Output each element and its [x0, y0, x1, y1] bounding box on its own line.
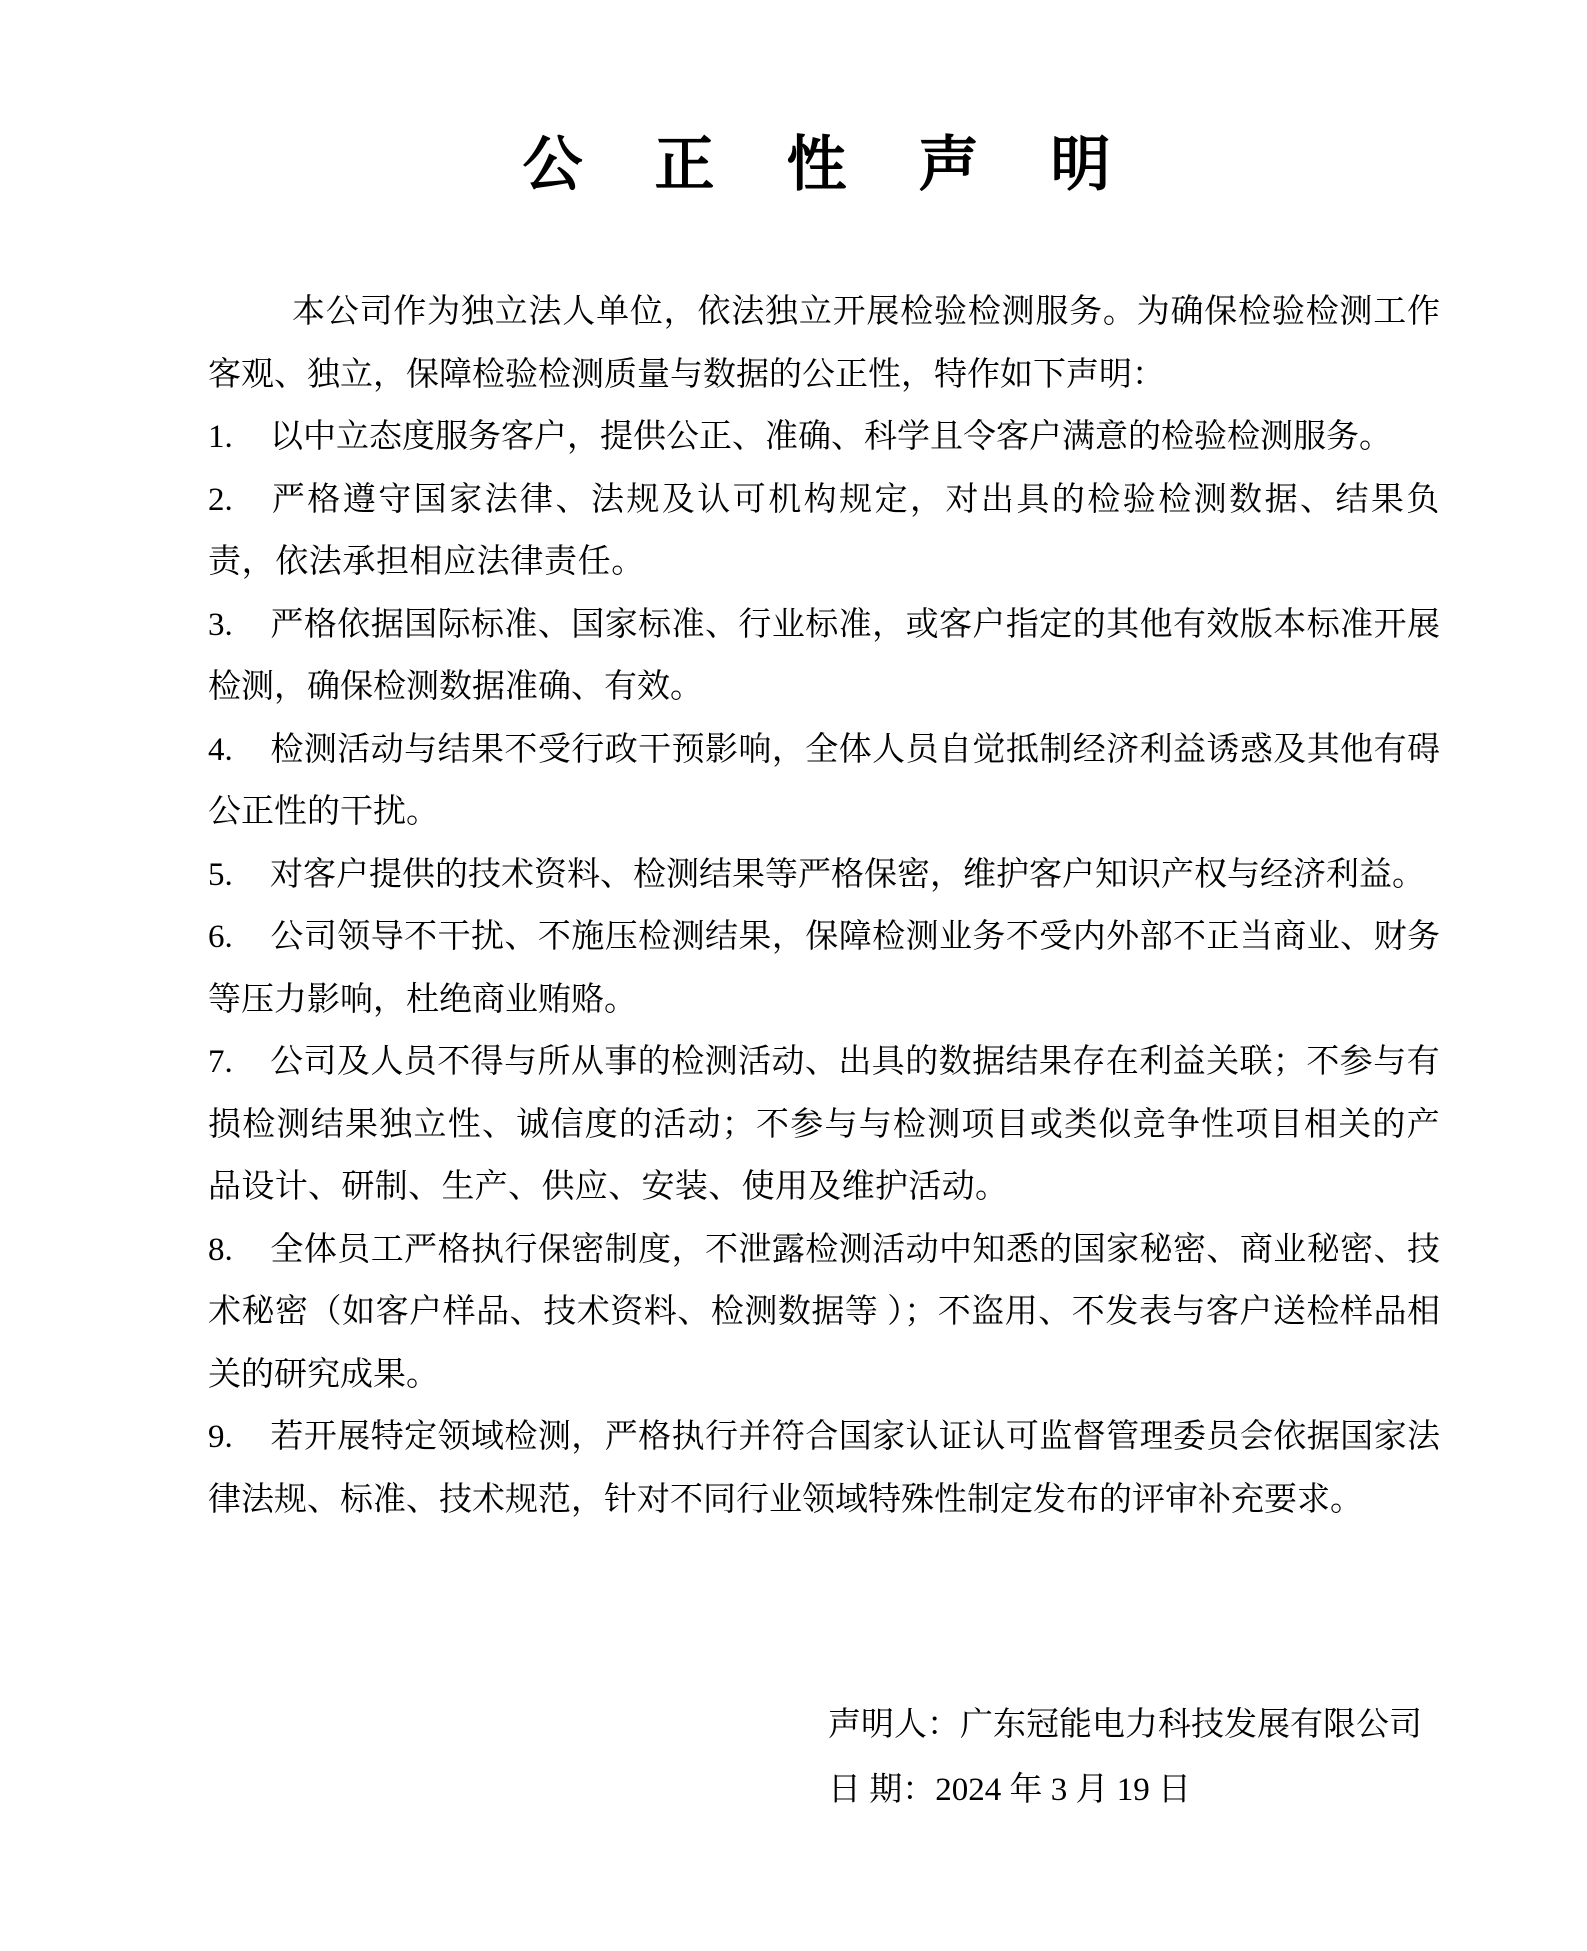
statement-item [208, 1219, 1440, 1407]
item-number: 1. [208, 419, 233, 455]
statement-item [208, 906, 1440, 1031]
item-text: 对客户提供的技术资料、检测结果等严格保密，维护客户知识产权与经济利益。 [270, 856, 1425, 893]
item-number: 2. [208, 481, 233, 518]
signature-block [828, 1693, 1440, 1823]
statement-item [208, 1406, 1440, 1531]
document-title: 公正性声明 [522, 131, 1183, 198]
date-value: 2024 年 3 月 19 日 [935, 1772, 1191, 1808]
item-text: 以中立态度服务客户，提供公正、准确、科学且令客户满意的检验检测服务。 [270, 419, 1392, 455]
item-number: 3. [208, 606, 233, 643]
statement-item [208, 594, 1440, 719]
statement-item [208, 406, 1440, 469]
date-label: 日 期： [828, 1772, 936, 1808]
item-number: 6. [208, 919, 233, 955]
item-number: 4. [208, 731, 233, 768]
item-number: 8. [208, 1231, 233, 1268]
declarant-line [828, 1693, 1440, 1758]
item-number: 9. [208, 1419, 233, 1455]
item-text: 公司及人员不得与所从事的检测活动、出具的数据结果存在利益关联；不参与有损检测结果独立性、诚信度的活动；不参与与检测项目或类似竞争性项目相关的产品设计、研制、生产、供应、安装、使用及维护活动。 [208, 1044, 1440, 1205]
item-number: 7. [208, 1044, 233, 1080]
statement-item [208, 1031, 1440, 1219]
item-number: 5. [208, 856, 233, 893]
item-text: 全体员工严格执行保密制度，不泄露检测活动中知悉的国家秘密、商业秘密、技术秘密（如客户样品、技术资料、检测数据等 ）；不盗用、不发表与客户送检样品相关的研究成果。 [208, 1231, 1440, 1393]
statement-item [208, 719, 1440, 844]
item-text: 公司领导不干扰、不施压检测结果，保障检测业务不受内外部不正当商业、财务等压力影响，杜绝商业贿赂。 [208, 919, 1440, 1018]
declarant-label: 声明人： [828, 1707, 960, 1743]
item-text: 检测活动与结果不受行政干预影响，全体人员自觉抵制经济利益诱惑及其他有碍公正性的干扰。 [208, 731, 1440, 830]
item-text: 严格依据国际标准、国家标准、行业标准，或客户指定的其他有效版本标准开展检测，确保检测数据准确、有效。 [208, 606, 1440, 705]
declarant-name: 广东冠能电力科技发展有限公司 [960, 1707, 1422, 1743]
item-text: 严格遵守国家法律、法规及认可机构规定，对出具的检验检测数据、结果负责，依法承担相应法律责任。 [208, 481, 1440, 580]
intro-paragraph: 本公司作为独立法人单位，依法独立开展检验检测服务。为确保检验检测工作客观、独立，保障检验检测质量与数据的公正性，特作如下声明： [208, 294, 1440, 393]
statement-item [208, 469, 1440, 594]
item-text: 若开展特定领域检测，严格执行并符合国家认证认可监督管理委员会依据国家法律法规、标准、技术规范，针对不同行业领域特殊性制定发布的评审补充要求。 [208, 1419, 1440, 1518]
document-body [208, 200, 1440, 1823]
date-line [828, 1758, 1440, 1823]
statement-item [208, 844, 1440, 907]
